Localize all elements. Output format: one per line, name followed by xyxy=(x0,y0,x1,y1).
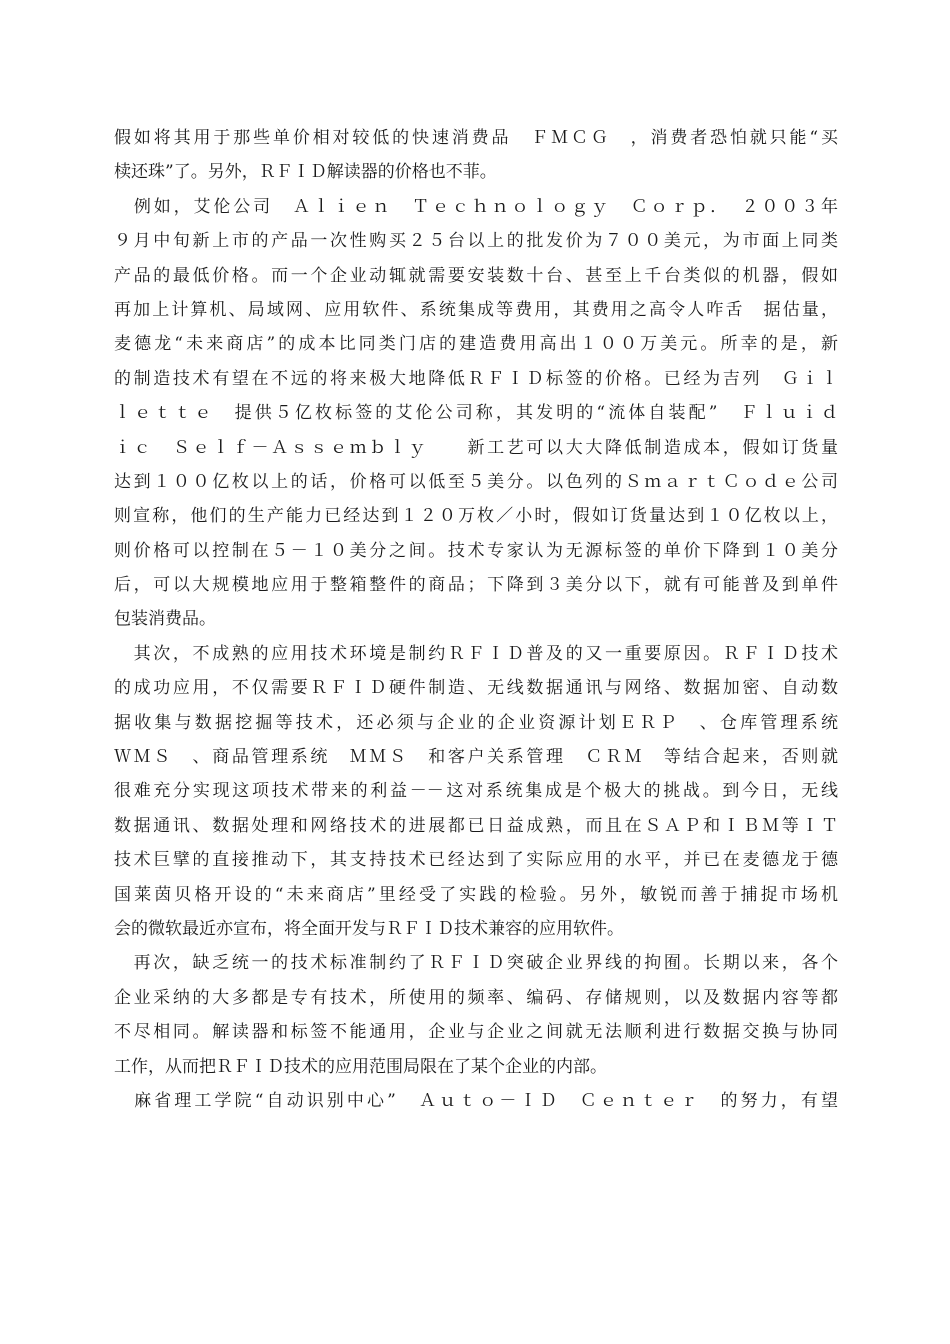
text-line: 会的微软最近亦宣布，将全面开发与ＲＦＩＤ技术兼容的应用软件。 xyxy=(114,918,624,939)
text-line: 国莱茵贝格开设的“未来商店”里经受了实践的检验。另外，敏锐而善于捕捉市场机 xyxy=(114,884,838,905)
text-line: 椟还珠”了。另外，ＲＦＩＤ解读器的价格也不菲。 xyxy=(114,162,497,183)
text-line: 很难充分实现这项技术带来的利益－－这对系统集成是个极大的挑战。到今日，无线 xyxy=(114,781,838,802)
document-body xyxy=(114,121,838,1118)
text-line: 则价格可以控制在５－１０美分之间。技术专家认为无源标签的单价下降到１０美分 xyxy=(114,540,838,561)
text-line: 据收集与数据挖掘等技术，还必须与企业的企业资源计划ＥＲＰ 、仓库管理系统 xyxy=(114,712,838,733)
text-line: 企业采纳的大多都是专有技术，所使用的频率、编码、存储规则，以及数据内容等都 xyxy=(114,987,838,1008)
text-line: ｉｃ Ｓｅｌｆ－Ａｓｓｅｍｂｌｙ 新工艺可以大大降低制造成本，假如订货量 xyxy=(114,437,838,458)
text-line: 再次，缺乏统一的技术标准制约了ＲＦＩＤ突破企业界线的拘囿。长期以来，各个 xyxy=(114,953,838,974)
text-line: 再加上计算机、局域网、应用软件、系统集成等费用，其费用之高令人咋舌 据估量， xyxy=(114,299,838,320)
text-line: 麦德龙“未来商店”的成本比同类门店的建造费用高出１００万美元。所幸的是，新 xyxy=(114,334,838,355)
text-line: 的成功应用，不仅需要ＲＦＩＤ硬件制造、无线数据通讯与网络、数据加密、自动数 xyxy=(114,678,838,699)
text-line: 达到１００亿枚以上的话，价格可以低至５美分。以色列的ＳｍａｒｔＣｏｄｅ公司 xyxy=(114,471,838,492)
text-line: ｌｅｔｔｅ 提供５亿枚标签的艾伦公司称，其发明的“流体自装配” Ｆｌｕｉｄ xyxy=(114,403,838,424)
text-line: 麻省理工学院“自动识别中心” Ａｕｔｏ－ＩＤ Ｃｅｎｔｅｒ 的努力，有望 xyxy=(114,1090,838,1111)
text-line: 工作，从而把ＲＦＩＤ技术的应用范围局限在了某个企业的内部。 xyxy=(114,1056,607,1077)
text-line: 技术巨擘的直接推动下，其支持技术已经达到了实际应用的水平，并已在麦德龙于德 xyxy=(114,850,838,871)
text-line: ＷＭＳ 、商品管理系统 ＭＭＳ 和客户关系管理 ＣＲＭ 等结合起来，否则就 xyxy=(114,747,838,768)
text-line: 数据通讯、数据处理和网络技术的进展都已日益成熟，而且在ＳＡＰ和ＩＢＭ等ＩＴ xyxy=(114,815,838,836)
text-line: 例如，艾伦公司 Ａｌｉｅｎ Ｔｅｃｈｎｏｌｏｇｙ Ｃｏｒｐ． ２００３年 xyxy=(114,196,838,217)
text-line: 假如将其用于那些单价相对较低的快速消费品 ＦＭＣＧ ，消费者恐怕就只能“买 xyxy=(114,128,838,148)
text-line: ９月中旬新上市的产品一次性购买２５台以上的批发价为７００美元，为市面上同类 xyxy=(114,231,838,252)
text-line: 后，可以大规模地应用于整箱整件的商品；下降到３美分以下，就有可能普及到单件 xyxy=(114,575,838,596)
text-line: 则宣称，他们的生产能力已经达到１２０万枚／小时，假如订货量达到１０亿枚以上， xyxy=(114,506,838,527)
text-line: 不尽相同。解读器和标签不能通用，企业与企业之间就无法顺利进行数据交换与协同 xyxy=(114,1022,838,1043)
text-line: 产品的最低价格。而一个企业动辄就需要安装数十台、甚至上千台类似的机器，假如 xyxy=(114,265,838,286)
text-line: 其次，不成熟的应用技术环境是制约ＲＦＩＤ普及的又一重要原因。ＲＦＩＤ技术 xyxy=(114,643,838,664)
text-line: 的制造技术有望在不远的将来极大地降低ＲＦＩＤ标签的价格。已经为吉列 Ｇｉｌ xyxy=(114,368,838,389)
text-line: 包装消费品。 xyxy=(114,609,216,630)
